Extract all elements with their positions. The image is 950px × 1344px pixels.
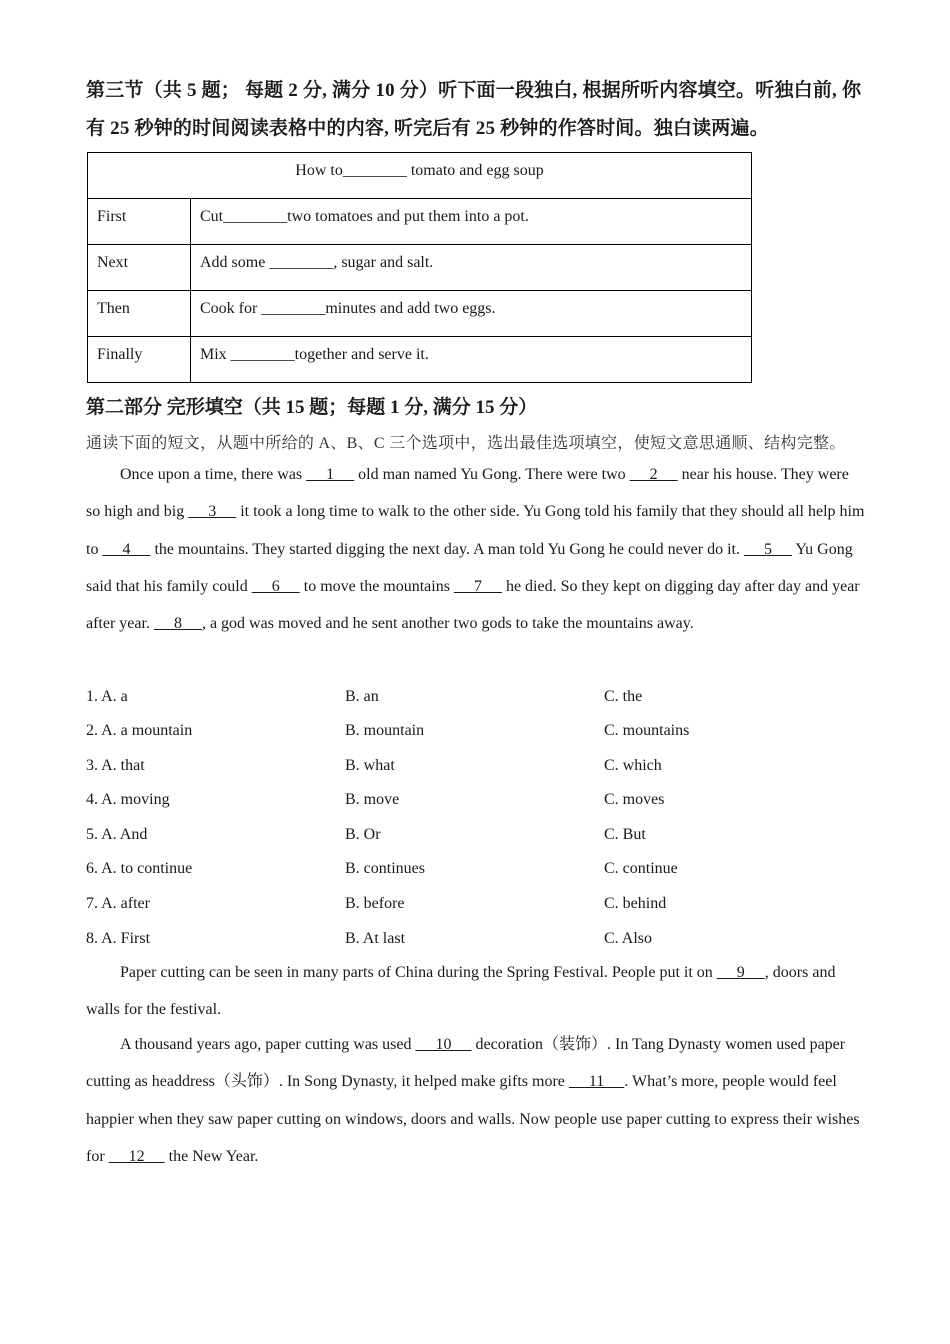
passage-text: the New Year. [164,1147,259,1165]
table-row [88,291,752,337]
blank-1: 1 [306,466,355,483]
option-b[interactable]: B. before [345,895,405,912]
passage-text: old man named Yu Gong. There were two [354,466,630,483]
step-label: First [88,199,191,245]
passage-text: Paper cutting can be seen in many parts of China during the Spring Festival. People put it on [120,964,717,981]
option-c[interactable]: C. which [604,757,662,774]
option-a[interactable]: 5. A. And [86,826,148,843]
recipe-table [87,152,752,383]
passage-text: to move the mountains [299,577,454,595]
step-label: Next [88,245,191,291]
options-row [86,757,866,783]
section3-heading: 第三节（共 5 题； 每题 2 分, 满分 10 分）听下面一段独白, 根据所听内容填空。听独白前, 你有 25 秒钟的时间阅读表格中的内容, 听完后有 25 秒钟的作答时间。独白读两遍。 [86,80,862,139]
option-b[interactable]: B. what [345,757,395,774]
options-row [86,895,866,921]
passage-text: he died. So they kept on digging day after day and year after year. [86,577,860,633]
table-row [88,337,752,383]
options-row [86,930,866,956]
part2-instruction: 通读下面的短文，从题中所给的 A、B、C 三个选项中，选出最佳选项填空，使短文意思通顺、结构完整。 [86,435,846,452]
option-c[interactable]: C. continue [604,860,678,877]
passage-text: the mountains. They started digging the next day. A man told Yu Gong he could never do it. [150,540,744,558]
passage-paper-cutting-2 [86,1026,866,1175]
blank-8: 8 [153,615,202,633]
blank-9: 9 [716,964,765,981]
option-a[interactable]: 8. A. First [86,930,151,947]
step-text: Cook for ________minutes and add two eggs. [191,291,752,337]
options-row [86,722,866,748]
option-c[interactable]: C. Also [604,930,653,947]
passage-text: near his house. They were so high and big [86,466,849,521]
options-row [86,791,866,817]
passage-text: . What’s more, people would feel happier when they saw paper cutting on windows, doors and walls. Now people use paper cutting to express their wishes for [86,1073,860,1165]
table-row [88,199,752,245]
blank-5: 5 [743,540,792,558]
option-b[interactable]: B. move [345,791,400,808]
blank-7: 7 [453,577,502,595]
option-b[interactable]: B. At last [345,930,406,947]
blank-10: 10 [415,1036,472,1053]
option-b[interactable]: B. Or [345,826,381,843]
options-row [86,688,866,714]
blank-2: 2 [629,466,678,483]
step-label: Finally [88,337,191,383]
passage-paper-cutting-1 [86,954,866,1029]
passage-text: , a god was moved and he sent another two gods to take the mountains away. [201,615,694,633]
blank-12: 12 [108,1147,165,1165]
options-row [86,826,866,852]
option-a[interactable]: 4. A. moving [86,791,170,808]
table-header-row [88,153,752,199]
option-c[interactable]: C. moves [604,791,665,808]
option-b[interactable]: B. continues [345,860,425,877]
options-row [86,860,866,886]
option-c[interactable]: C. mountains [604,722,690,739]
option-c[interactable]: C. behind [604,895,667,912]
passage-text: , doors and walls for the festival. [86,964,836,1019]
option-a[interactable]: 7. A. after [86,895,150,912]
option-c[interactable]: C. the [604,688,643,705]
passage-text: decoration（装饰）. In Tang Dynasty women used paper cutting as headdress（头饰）. In Song Dynasty, it helped make gifts more [86,1036,846,1091]
table-row [88,245,752,291]
blank-6: 6 [251,577,300,595]
blank-3: 3 [188,503,237,521]
option-b[interactable]: B. an [345,688,379,705]
table-title: How to________ tomato and egg soup [88,153,752,199]
part2-heading: 第二部分 完形填空（共 15 题；每题 1 分, 满分 15 分） [86,397,538,418]
passage-text: A thousand years ago, paper cutting was used [120,1036,416,1053]
blank-11: 11 [568,1073,625,1091]
step-text: Cut________two tomatoes and put them into a pot. [191,199,752,245]
option-b[interactable]: B. mountain [345,722,425,739]
passage-text: it took a long time to walk to the other side. Yu Gong told his family that they should all help him to [86,503,865,558]
option-a[interactable]: 3. A. that [86,757,145,774]
step-text: Mix ________together and serve it. [191,337,752,383]
passage-text: Once upon a time, there was [120,466,307,483]
option-a[interactable]: 1. A. a [86,688,128,705]
passage-yugong [86,456,866,642]
step-label: Then [88,291,191,337]
option-a[interactable]: 6. A. to continue [86,860,193,877]
step-text: Add some ________, sugar and salt. [191,245,752,291]
option-a[interactable]: 2. A. a mountain [86,722,193,739]
blank-4: 4 [102,540,151,558]
option-c[interactable]: C. But [604,826,646,843]
passage-text: Yu Gong said that his family could [86,540,853,595]
